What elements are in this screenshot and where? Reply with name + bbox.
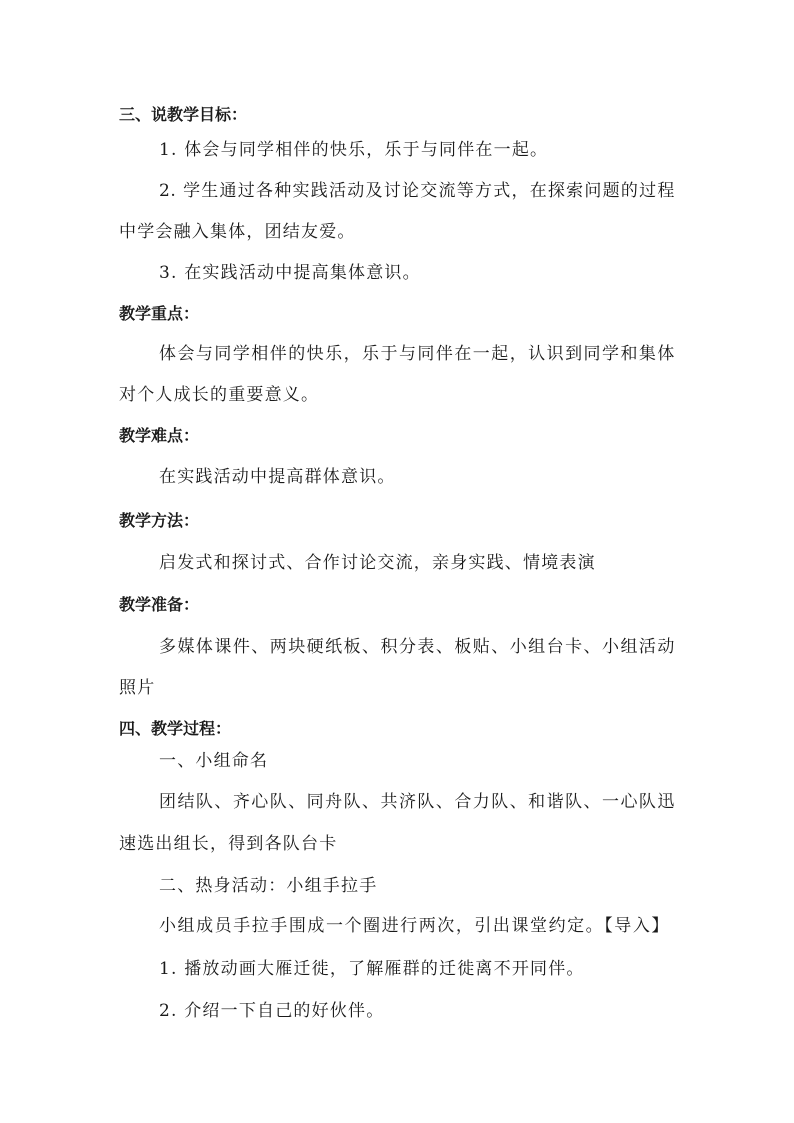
section-heading-key-points: 教学重点：: [119, 304, 200, 323]
section-heading-process: 四、教学过程：: [119, 719, 232, 738]
difficulties-line-1: 在实践活动中提高群体意识。: [159, 467, 396, 487]
key-points-line-1: 体会与同学相伴的快乐，乐于与同伴在一起，认识到同学和集体: [159, 344, 675, 364]
process-step-1-title: 一、小组命名: [159, 751, 269, 771]
process-step-1-line-2: 速选出组长，得到各队台卡: [119, 834, 338, 854]
goal-item-2: 2. 学生通过各种实践活动及讨论交流等方式，在探索问题的过程: [159, 181, 675, 201]
process-step-2-title: 二、热身活动：小组手拉手: [159, 876, 378, 896]
process-step-1-line-1: 团结队、齐心队、同舟队、共济队、合力队、和谐队、一心队迅: [159, 792, 675, 812]
preparation-line-2: 照片: [119, 678, 156, 698]
process-step-2-line-2: 1. 播放动画大雁迁徙，了解雁群的迁徙离不开同伴。: [159, 959, 585, 979]
section-heading-difficulties: 教学难点：: [119, 426, 200, 445]
process-step-2-line-1: 小组成员手拉手围成一个圈进行两次，引出课堂约定。【导入】: [159, 916, 669, 936]
process-step-2-line-3: 2. 介绍一下自己的好伙伴。: [159, 1001, 385, 1021]
goal-item-1: 1. 体会与同学相伴的快乐，乐于与同伴在一起。: [159, 140, 549, 160]
preparation-line-1: 多媒体课件、两块硬纸板、积分表、板贴、小组台卡、小组活动: [159, 637, 675, 657]
goal-item-2-continued: 中学会融入集体，团结友爱。: [119, 222, 356, 242]
key-points-line-2: 对个人成长的重要意义。: [119, 385, 320, 405]
section-heading-methods: 教学方法：: [119, 511, 200, 530]
goal-item-3: 3. 在实践活动中提高集体意识。: [159, 263, 421, 283]
section-heading-goals: 三、说教学目标：: [119, 105, 248, 124]
methods-line-1: 启发式和探讨式、合作讨论交流，亲身实践、情境表演: [159, 553, 596, 573]
section-heading-preparation: 教学准备：: [119, 595, 200, 614]
